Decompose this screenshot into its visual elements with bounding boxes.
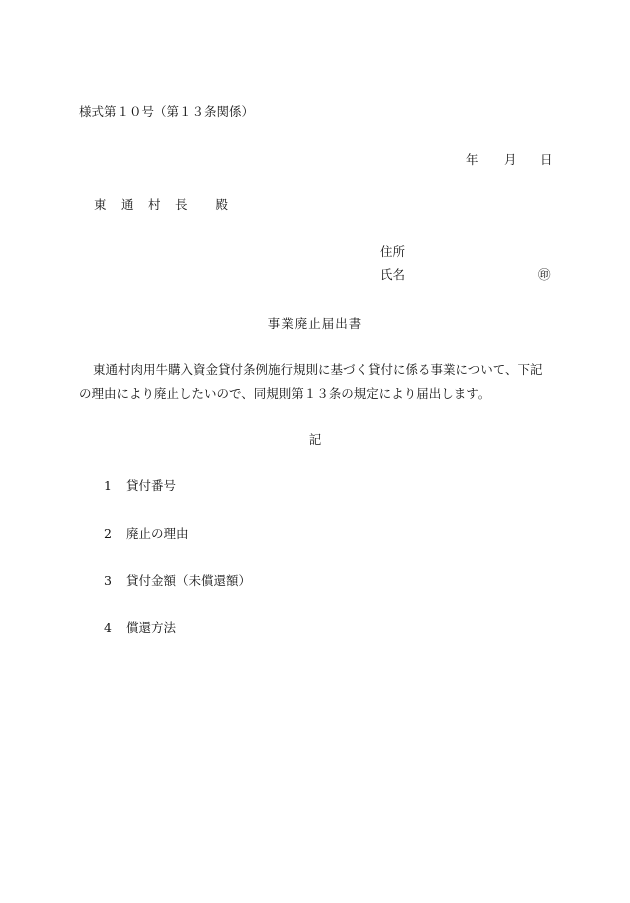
item-number: 4 xyxy=(104,620,112,635)
seal-mark: ㊞ xyxy=(538,267,551,282)
list-item xyxy=(104,571,251,589)
item-number: 1 xyxy=(104,478,112,493)
item-label: 廃止の理由 xyxy=(126,526,189,541)
body-text: 東通村肉用牛購入資金貸付条例施行規則に基づく貸付に係る事業について、下記の理由により廃止したいので、同規則第１３条の規定により届出します。 xyxy=(79,362,543,401)
name-label: 氏名 xyxy=(380,267,406,282)
ki-heading: 記 xyxy=(308,432,322,447)
list-item xyxy=(104,524,189,542)
date-day: 日 xyxy=(540,152,553,167)
list-item xyxy=(104,476,176,494)
item-label: 貸付金額（未償還額） xyxy=(126,573,252,588)
list-item xyxy=(104,618,176,636)
date-month: 月 xyxy=(504,152,517,167)
date-year: 年 xyxy=(466,152,479,167)
item-label: 償還方法 xyxy=(126,620,177,635)
form-number: 様式第１０号（第１３条関係） xyxy=(79,104,255,119)
item-number: 2 xyxy=(104,526,112,541)
item-number: 3 xyxy=(104,573,112,588)
document-title: 事業廃止届出書 xyxy=(267,316,363,331)
addressee: 東 通 村 長 殿 xyxy=(94,197,230,212)
address-label: 住所 xyxy=(380,244,406,259)
item-label: 貸付番号 xyxy=(126,478,177,493)
